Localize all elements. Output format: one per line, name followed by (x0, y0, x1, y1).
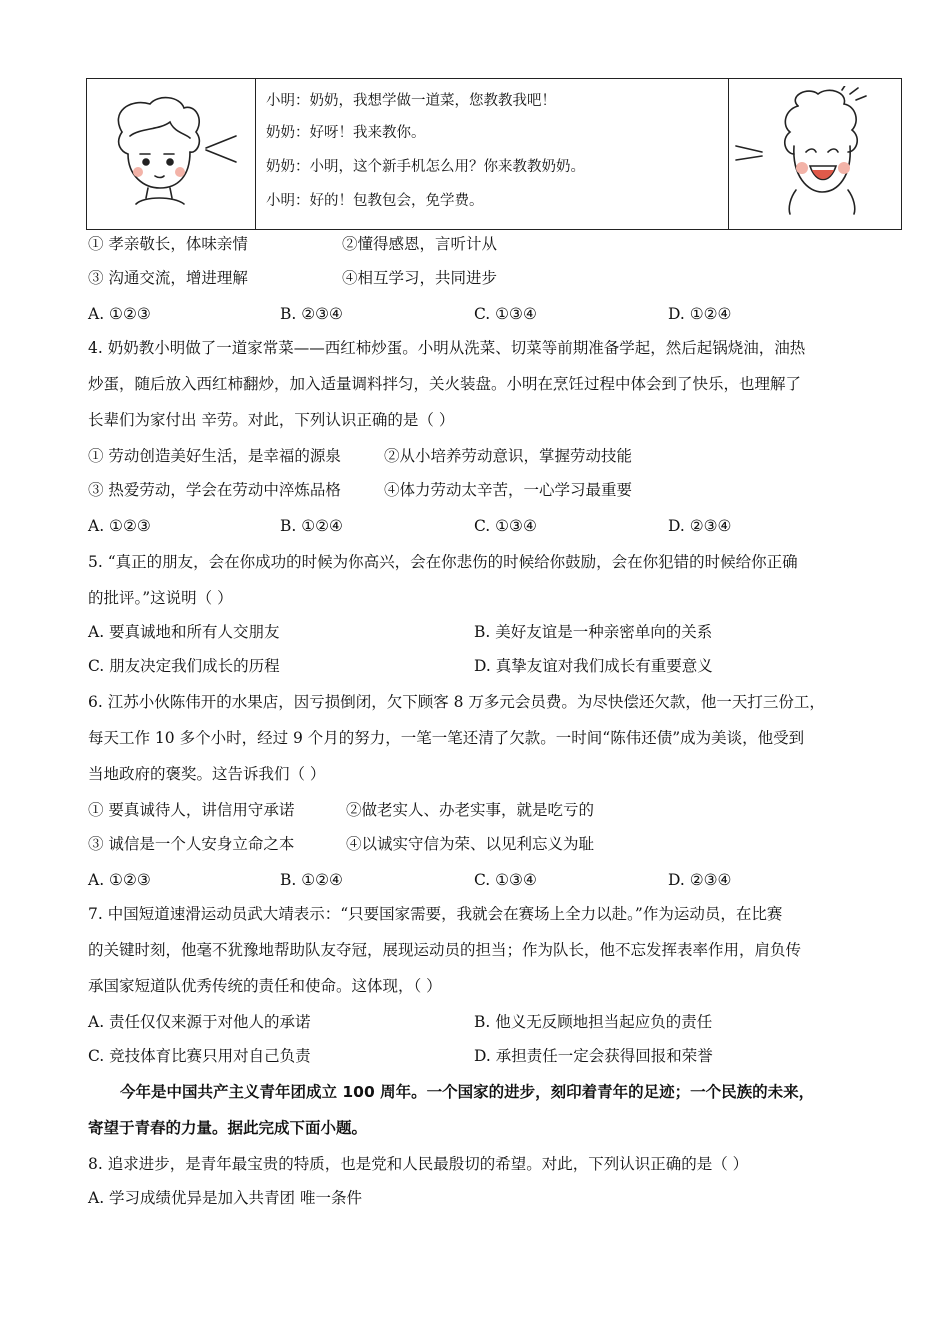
q7-option-d[interactable]: D. 承担责任一定会获得回报和荣誉 (474, 1047, 713, 1065)
dialogue-line: 小明：好的！包教包会，免学费。 (266, 193, 484, 209)
q4-option-d[interactable]: D. ②③④ (668, 517, 732, 535)
dialogue-line: 奶奶：好呀！我来教你。 (266, 125, 426, 141)
q4-item: ④体力劳动太辛苦，一心学习最重要 (384, 481, 633, 499)
q6-option-b[interactable]: B. ①②④ (280, 871, 343, 889)
q7-stem: 承国家短道队优秀传统的责任和使命。这体现，（ ） (88, 977, 442, 995)
q4-option-b[interactable]: B. ①②④ (280, 517, 343, 535)
q6-item: ① 要真诚待人，讲信用守承诺 (88, 801, 295, 819)
q4-stem: 长辈们为家付出 辛劳。对此，下列认识正确的是（ ） (88, 411, 455, 429)
q3-item: ③ 沟通交流，增进理解 (88, 269, 248, 287)
q4-option-c[interactable]: C. ①③④ (474, 517, 537, 535)
section-intro: 今年是中国共产主义青年团成立 100 周年。一个国家的进步，刻印着青年的足迹；一个民族的未来， (120, 1083, 815, 1101)
q6-option-a[interactable]: A. ①②③ (88, 871, 151, 889)
q4-item: ②从小培养劳动意识，掌握劳动技能 (384, 447, 633, 465)
section-intro: 寄望于青春的力量。据此完成下面小题。 (88, 1119, 368, 1137)
grandma-illustration (732, 86, 898, 216)
q6-stem: 每天工作 10 多个小时，经过 9 个月的努力，一笔一笔还清了欠款。一时间“陈伟还债”成为美谈，他受到 (88, 729, 805, 747)
q7-option-c[interactable]: C. 竞技体育比赛只用对自己负责 (88, 1047, 311, 1065)
q5-option-b[interactable]: B. 美好友谊是一种亲密单向的关系 (474, 623, 713, 641)
q6-option-c[interactable]: C. ①③④ (474, 871, 537, 889)
boy-illustration (100, 92, 250, 212)
q6-stem: 当地政府的褒奖。这告诉我们（ ） (88, 765, 326, 783)
q3-option-d[interactable]: D. ①②④ (668, 305, 732, 323)
q6-item: ③ 诚信是一个人安身立命之本 (88, 835, 295, 853)
q6-option-d[interactable]: D. ②③④ (668, 871, 732, 889)
q5-option-d[interactable]: D. 真挚友谊对我们成长有重要意义 (474, 657, 713, 675)
q6-stem: 6. 江苏小伙陈伟开的水果店，因亏损倒闭，欠下顾客 8 万多元会员费。为尽快偿还欠款，他一天打三份工， (88, 693, 825, 711)
dialogue-line: 小明：奶奶，我想学做一道菜，您教教我吧！ (266, 93, 556, 109)
q7-stem: 7. 中国短道速滑运动员武大靖表示：“只要国家需要，我就会在赛场上全力以赴。”作为运动员，在比赛 (88, 905, 783, 923)
dialogue-line: 奶奶：小明，这个新手机怎么用？你来教教奶奶。 (266, 159, 585, 175)
q3-option-c[interactable]: C. ①③④ (474, 305, 537, 323)
q4-item: ① 劳动创造美好生活，是幸福的源泉 (88, 447, 341, 465)
q8-stem: 8. 追求进步，是青年最宝贵的特质，也是党和人民最殷切的希望。对此，下列认识正确的是（ ） (88, 1155, 749, 1173)
q6-item: ④以诚实守信为荣、以见利忘义为耻 (346, 835, 595, 853)
q7-option-a[interactable]: A. 责任仅仅来源于对他人的承诺 (88, 1013, 311, 1031)
q3-option-a[interactable]: A. ①②③ (88, 305, 151, 323)
q3-item: ① 孝亲敬长，体味亲情 (88, 235, 248, 253)
q7-stem: 的关键时刻，他毫不犹豫地帮助队友夺冠，展现运动员的担当；作为队长，他不忘发挥表率作用，肩负传 (88, 941, 802, 959)
q3-item: ②懂得感恩，言听计从 (342, 235, 498, 253)
q7-option-b[interactable]: B. 他义无反顾地担当起应负的责任 (474, 1013, 713, 1031)
q5-stem: 的批评。”这说明（ ） (88, 589, 233, 607)
q6-item: ②做老实人、办老实事，就是吃亏的 (346, 801, 595, 819)
q5-option-c[interactable]: C. 朋友决定我们成长的历程 (88, 657, 280, 675)
q3-option-b[interactable]: B. ②③④ (280, 305, 343, 323)
q5-option-a[interactable]: A. 要真诚地和所有人交朋友 (88, 623, 280, 641)
q8-option-a[interactable]: A. 学习成绩优异是加入共青团 唯一条件 (88, 1189, 362, 1207)
q4-stem: 炒蛋，随后放入西红柿翻炒，加入适量调料拌匀，关火装盘。小明在烹饪过程中体会到了快乐，也理解了 (88, 375, 802, 393)
q4-option-a[interactable]: A. ①②③ (88, 517, 151, 535)
q4-item: ③ 热爱劳动，学会在劳动中淬炼品格 (88, 481, 341, 499)
q4-stem: 4. 奶奶教小明做了一道家常菜——西红柿炒蛋。小明从洗菜、切菜等前期准备学起，然后起锅烧油，油热 (88, 339, 806, 357)
q3-item: ④相互学习，共同进步 (342, 269, 498, 287)
q5-stem: 5. “真正的朋友，会在你成功的时候为你高兴，会在你悲伤的时候给你鼓励，会在你犯错的时候给你正确 (88, 553, 798, 571)
